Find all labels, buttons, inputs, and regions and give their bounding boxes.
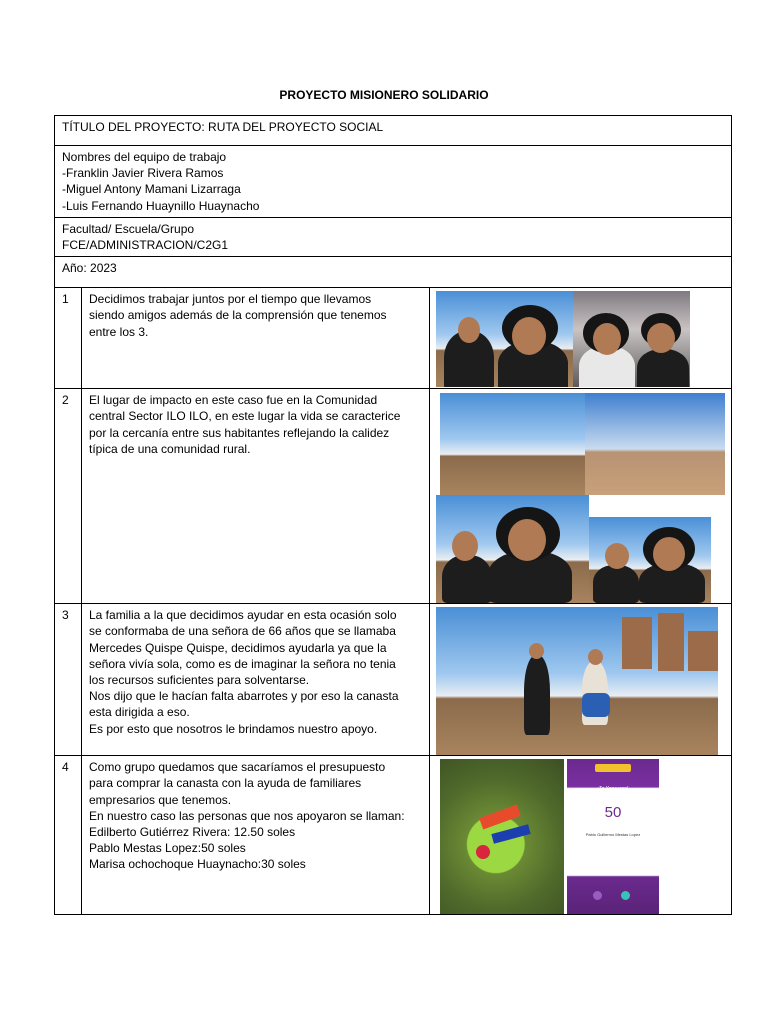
step-line: se conformaba de una señora de 66 años que se llamaba [89, 624, 396, 639]
project-title-row [55, 116, 732, 146]
step-line: los recursos suficientes para solventarse. [89, 673, 310, 688]
step-line: típica de una comunidad rural. [89, 441, 251, 456]
step-line: Marisa ochochoque Huaynacho:30 soles [89, 857, 306, 872]
project-title-cell [55, 116, 732, 146]
team-row [55, 146, 732, 218]
team-heading: Nombres del equipo de trabajo [62, 150, 227, 164]
step-row [55, 604, 732, 756]
field-landscape-photo [585, 393, 725, 495]
team-member: -Miguel Antony Mamani Lizarraga [62, 182, 241, 197]
group-selfie-photo [573, 291, 690, 387]
step-photos [430, 389, 732, 604]
faculty-heading: Facultad/ Escuela/Grupo [62, 221, 195, 236]
step-text [82, 756, 430, 915]
step-line: siendo amigos además de la comprensión que tenemos [89, 308, 387, 323]
road-landscape-photo [440, 393, 585, 495]
year: Año: 2023 [62, 261, 117, 276]
share-icon [593, 891, 602, 900]
step-line: En nuestro caso las personas que nos apoyaron se llaman: [89, 808, 405, 823]
faculty-row [55, 217, 732, 256]
step-number: 2 [55, 389, 82, 604]
yape-header: ¡Te Yapearon! [597, 786, 629, 793]
yape-receipt-screenshot [567, 759, 659, 914]
step-line: Como grupo quedamos que sacaríamos el presupuesto [89, 760, 386, 775]
step-line: central Sector ILO ILO, en este lugar la vida se caracterice [89, 409, 401, 424]
step-text [82, 604, 430, 756]
step-line: Decidimos trabajar juntos por el tiempo que llevamos [89, 292, 372, 307]
step-line: El lugar de impacto en este caso fue en la Comunidad [89, 393, 378, 408]
yape-name: Pablo Guillermo Mestas Lopez [585, 832, 641, 838]
step-line: señora vivía sola, como es de imaginar la señora no tenia [89, 656, 396, 671]
faculty-value: FCE/ADMINISTRACION/C2G1 [62, 238, 229, 253]
step-line: Edilberto Gutiérrez Rivera: 12.50 soles [89, 825, 296, 840]
step-row [55, 389, 732, 604]
step-line: La familia a la que decidimos ayudar en esta ocasión solo [89, 608, 397, 623]
page-title: PROYECTO MISIONERO SOLIDARIO [279, 88, 489, 102]
grocery-basket-photo [440, 759, 564, 914]
step-photos [430, 604, 732, 756]
step-line: Es por esto que nosotros le brindamos nuestro apoyo. [89, 721, 378, 736]
step-number: 4 [55, 756, 82, 915]
step-line: Mercedes Quispe Quispe, decidimos ayudarla ya que la [89, 640, 387, 655]
faculty-cell [55, 217, 732, 256]
year-cell [55, 257, 732, 288]
team-selfie-photo [436, 291, 573, 387]
step-line: Pablo Mestas Lopez:50 soles [89, 841, 246, 856]
step-number: 3 [55, 604, 82, 756]
step-text [82, 389, 430, 604]
step-number: 1 [55, 288, 82, 389]
project-title: TÍTULO DEL PROYECTO: RUTA DEL PROYECTO SOCIAL [62, 120, 384, 134]
step-line: esta dirigida a eso. [89, 705, 190, 720]
team-member: -Franklin Javier Rivera Ramos [62, 166, 224, 181]
step-photos [430, 756, 732, 915]
step-line: entre los 3. [89, 324, 149, 339]
team-cell [55, 146, 732, 218]
step-photos [430, 288, 732, 389]
hat-selfie-photo [589, 517, 711, 603]
elderly-woman-photo [436, 607, 718, 755]
step-row [55, 756, 732, 915]
send-icon [621, 891, 630, 900]
step-text [82, 288, 430, 389]
yape-amount: 50 [604, 804, 622, 822]
step-line: empresarios que tenemos. [89, 792, 232, 807]
year-row [55, 257, 732, 288]
step-line: para comprar la canasta con la ayuda de familiares [89, 776, 362, 791]
project-table [54, 115, 732, 915]
step-row [55, 288, 732, 389]
step-line: Nos dijo que le hacían falta abarrotes y por eso la canasta [89, 689, 399, 704]
community-selfie-photo [436, 495, 589, 603]
team-member: -Luis Fernando Huaynillo Huaynacho [62, 198, 260, 213]
step-line: por la cercanía entre sus habitantes reflejando la calidez [89, 425, 390, 440]
